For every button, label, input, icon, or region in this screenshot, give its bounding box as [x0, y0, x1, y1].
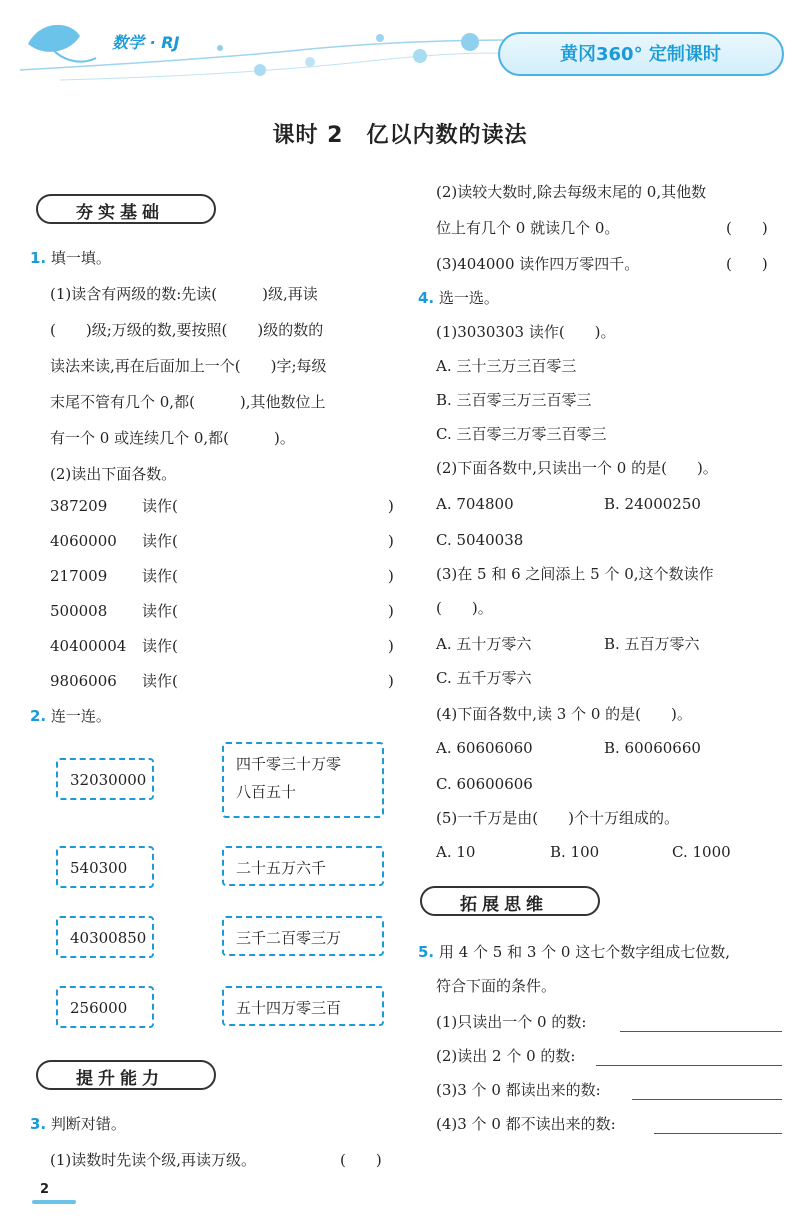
right-line-2: 位上有几个 0 就读几个 0。	[436, 219, 620, 237]
section-title-basic: 夯实基础	[76, 203, 164, 223]
q5-text: 用 4 个 5 和 3 个 0 这七个数字组成七位数,	[438, 943, 731, 961]
page-number-decoration	[32, 1200, 76, 1204]
q4-option[interactable]: A. 五十万零六	[436, 635, 532, 653]
match-left-box[interactable]: 540300	[56, 846, 154, 888]
q1-row-label: 读作(	[142, 497, 178, 515]
q4-line: (4)下面各数中,读 3 个 0 的是( )。	[436, 705, 692, 723]
q1-number: 1.	[30, 249, 47, 267]
q3-paren[interactable]: ( )	[340, 1151, 382, 1169]
answer-line[interactable]	[632, 1098, 782, 1100]
q4-line: (1)3030303 读作( )。	[436, 323, 616, 341]
page-title: 课时 2 亿以内数的读法	[272, 123, 528, 148]
q4-option[interactable]: B. 五百万零六	[604, 635, 700, 653]
right-line-3: (3)404000 读作四万零四千。	[436, 255, 640, 273]
q1-row-label: 读作(	[142, 567, 178, 585]
q1-row-close: )	[388, 532, 394, 550]
q4-option[interactable]: A. 10	[436, 843, 476, 861]
q4-option[interactable]: C. 三百零三万零三百零三	[436, 425, 607, 443]
q4-title: 选一选。	[438, 289, 499, 307]
q4-option[interactable]: B. 100	[550, 843, 600, 861]
section-title-extend: 拓展思维	[460, 895, 548, 915]
header-series: 黄冈360° 定制课时	[560, 44, 721, 65]
q5-line: (1)只读出一个 0 的数:	[436, 1013, 587, 1031]
section-title-improve: 提升能力	[76, 1069, 164, 1089]
q3-line-1: (1)读数时先读个级,再读万级。	[50, 1151, 257, 1169]
answer-line[interactable]	[596, 1064, 782, 1066]
answer-line[interactable]	[620, 1030, 782, 1032]
q2-number: 2.	[30, 707, 47, 725]
q1-heading	[30, 248, 111, 268]
answer-line[interactable]	[654, 1132, 782, 1134]
header-subject: 数学 · RJ	[112, 33, 180, 52]
q5-line: (4)3 个 0 都不读出来的数:	[436, 1115, 616, 1133]
q1-line-4: 末尾不管有几个 0,都( ),其他数位上	[50, 393, 326, 411]
q1-title: 填一填。	[50, 249, 111, 267]
q4-heading	[418, 288, 499, 308]
q5-heading	[418, 942, 730, 962]
match-right-box[interactable]	[222, 742, 384, 818]
q2-heading	[30, 706, 111, 726]
q3-heading	[30, 1114, 126, 1134]
q1-row-label: 读作(	[142, 672, 178, 690]
q4-option[interactable]: A. 三十三万三百零三	[436, 357, 577, 375]
q1-row-label: 读作(	[142, 602, 178, 620]
bird-icon	[28, 25, 80, 52]
q4-option[interactable]: A. 704800	[436, 495, 514, 513]
q4-line: ( )。	[436, 599, 493, 617]
q4-option[interactable]: B. 24000250	[604, 495, 701, 513]
match-right-line: 八百五十	[236, 783, 297, 801]
match-right-box[interactable]: 五十四万零三百	[222, 986, 384, 1026]
q1-row-close: )	[388, 672, 394, 690]
q1-row-label: 读作(	[142, 637, 178, 655]
q4-line: (2)下面各数中,只读出一个 0 的是( )。	[436, 459, 718, 477]
q1-row-number: 387209	[50, 497, 108, 515]
match-right-box[interactable]: 二十五万六千	[222, 846, 384, 886]
q1-row-number: 4060000	[50, 532, 117, 550]
q5-line: (2)读出 2 个 0 的数:	[436, 1047, 576, 1065]
q4-option[interactable]: C. 五千万零六	[436, 669, 532, 687]
match-left-box[interactable]: 32030000	[56, 758, 154, 800]
q4-option[interactable]: C. 5040038	[436, 531, 524, 549]
q1-row-number: 40400004	[50, 637, 127, 655]
q4-number: 4.	[418, 289, 435, 307]
q2-title: 连一连。	[50, 707, 111, 725]
q4-option[interactable]: B. 60060660	[604, 739, 701, 757]
q1-row-close: )	[388, 637, 394, 655]
q1-row-close: )	[388, 497, 394, 515]
q4-line: (5)一千万是由( )个十万组成的。	[436, 809, 679, 827]
match-right-line: 四千零三十万零	[236, 755, 342, 773]
page-number: 2	[40, 1182, 50, 1197]
q1-line-6: (2)读出下面各数。	[50, 465, 177, 483]
q3-paren[interactable]: ( )	[726, 219, 768, 237]
match-right-box[interactable]: 三千二百零三万	[222, 916, 384, 956]
match-left-box[interactable]: 256000	[56, 986, 154, 1028]
q4-option[interactable]: A. 60606060	[436, 739, 533, 757]
q1-row-close: )	[388, 602, 394, 620]
q1-row-number: 9806006	[50, 672, 117, 690]
q1-row-number: 217009	[50, 567, 108, 585]
right-line-1: (2)读较大数时,除去每级末尾的 0,其他数	[436, 183, 707, 201]
q1-line-2: ( )级;万级的数,要按照( )级的数的	[50, 321, 324, 339]
q4-line: (3)在 5 和 6 之间添上 5 个 0,这个数读作	[436, 565, 714, 583]
q5-line: 符合下面的条件。	[436, 977, 557, 995]
q1-row-label: 读作(	[142, 532, 178, 550]
q1-row-close: )	[388, 567, 394, 585]
q3-number: 3.	[30, 1115, 47, 1133]
q1-line-5: 有一个 0 或连续几个 0,都( )。	[50, 429, 295, 447]
q1-line-3: 读法来读,再在后面加上一个( )字;每级	[50, 357, 327, 375]
q4-option[interactable]: C. 1000	[672, 843, 731, 861]
q3-title: 判断对错。	[50, 1115, 126, 1133]
q3-paren[interactable]: ( )	[726, 255, 768, 273]
q1-line-1: (1)读含有两级的数:先读( )级,再读	[50, 285, 318, 303]
q5-line: (3)3 个 0 都读出来的数:	[436, 1081, 601, 1099]
q5-number: 5.	[418, 943, 435, 961]
match-left-box[interactable]: 40300850	[56, 916, 154, 958]
q4-option[interactable]: C. 60600606	[436, 775, 533, 793]
q1-row-number: 500008	[50, 602, 108, 620]
q4-option[interactable]: B. 三百零三万三百零三	[436, 391, 592, 409]
